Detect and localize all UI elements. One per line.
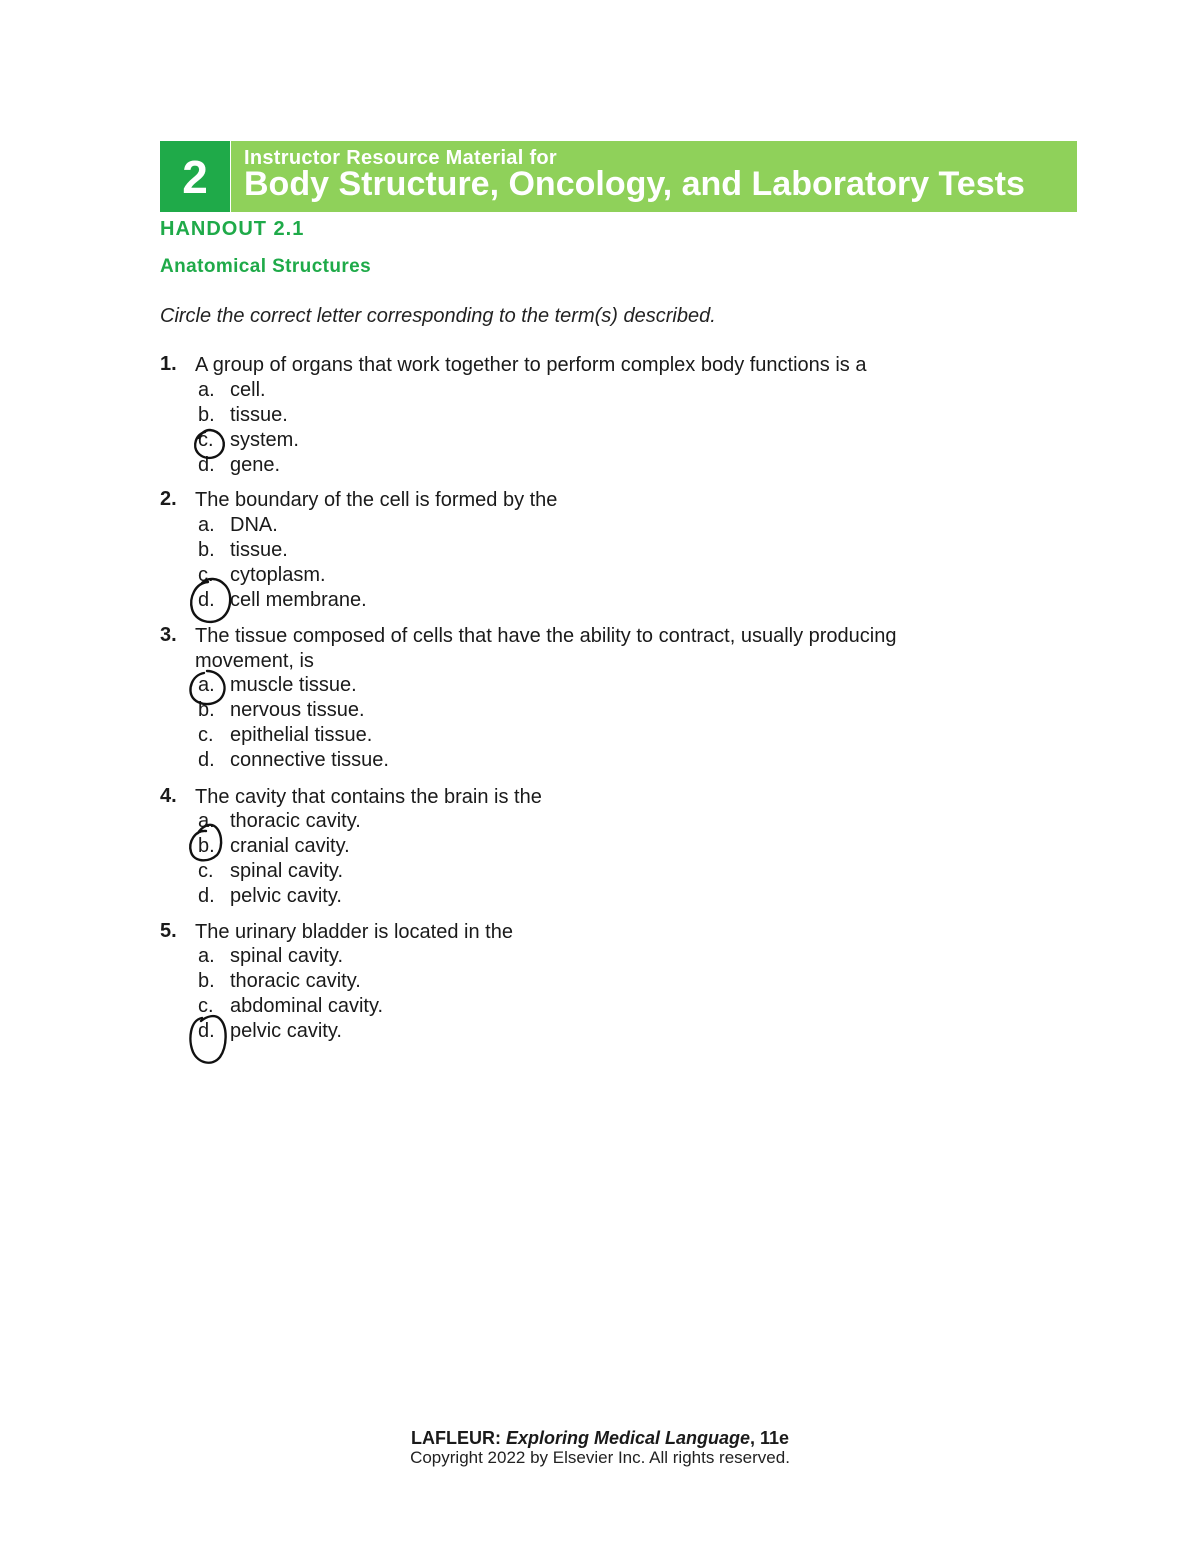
option-b[interactable] [198,969,361,994]
option-letter: c. [198,564,214,586]
option-b[interactable] [198,403,288,428]
question-text: The tissue composed of cells that have the ability to contract, usually producing movement, is [195,625,897,672]
footer-book-title: Exploring Medical Language [505,1428,750,1448]
question-number: 5. [160,920,177,942]
option-a[interactable] [198,513,278,538]
option-letter: b. [198,835,215,857]
option-text: tissue. [230,539,288,561]
option-letter: c. [198,860,214,882]
option-b[interactable] [198,834,350,859]
option-d[interactable] [198,748,389,773]
option-c[interactable] [198,994,383,1019]
option-letter: a. [198,379,215,401]
option-d[interactable] [198,1019,342,1044]
option-c[interactable] [198,859,343,884]
option-d[interactable] [198,884,342,909]
option-text: connective tissue. [230,749,389,771]
option-letter: c. [198,995,214,1017]
question-number: 4. [160,785,177,807]
banner-title-area [231,141,1077,212]
option-text: muscle tissue. [230,674,357,696]
footer-copyright: Copyright 2022 by Elsevier Inc. All rights reserved. [410,1448,790,1467]
footer-citation [0,1428,1200,1449]
question-text: The cavity that contains the brain is the [195,786,542,808]
question-text: A group of organs that work together to perform complex body functions is a [195,354,867,376]
option-letter: b. [198,970,215,992]
question-number: 1. [160,353,177,375]
option-letter: d. [198,885,215,907]
option-text: tissue. [230,404,288,426]
option-text: abdominal cavity. [230,995,384,1017]
option-letter: a. [198,810,215,832]
option-letter: d. [198,589,215,611]
option-text: DNA. [230,514,278,536]
option-letter: a. [198,514,215,536]
option-letter: a. [198,674,215,696]
option-letter: d. [198,1020,215,1042]
section-title: Anatomical Structures [160,256,372,277]
option-text: gene. [230,454,281,476]
question-text: The boundary of the cell is formed by the [195,489,558,511]
option-a[interactable] [198,809,361,834]
option-c[interactable] [198,723,372,748]
handout-label: HANDOUT 2.1 [160,218,305,240]
option-a[interactable] [198,673,357,698]
footer-edition: , 11e [750,1428,790,1448]
question-number: 2. [160,488,177,510]
option-c[interactable] [198,428,299,453]
option-b[interactable] [198,538,288,563]
option-letter: b. [198,404,215,426]
option-letter: c. [198,724,214,746]
option-text: spinal cavity. [230,860,344,882]
option-d[interactable] [198,453,280,478]
option-letter: b. [198,699,215,721]
option-a[interactable] [198,944,343,969]
option-text: system. [230,429,299,451]
option-letter: d. [198,749,215,771]
chapter-number-badge: 2 [160,141,230,212]
question-text: The urinary bladder is located in the [195,921,513,943]
chapter-title: Body Structure, Oncology, and Laboratory Tests [244,165,1025,203]
instruction-text: Circle the correct letter corresponding to the term(s) described. [160,305,716,327]
option-text: pelvic cavity. [230,885,342,907]
question-number: 3. [160,624,177,646]
option-text: epithelial tissue. [230,724,373,746]
option-text: cytoplasm. [230,564,326,586]
option-letter: b. [198,539,215,561]
option-text: cell membrane. [230,589,367,611]
option-text: spinal cavity. [230,945,344,967]
option-letter: d. [198,454,215,476]
option-text: pelvic cavity. [230,1020,342,1042]
option-c[interactable] [198,563,326,588]
option-b[interactable] [198,698,365,723]
chapter-banner [160,141,1077,212]
option-text: thoracic cavity. [230,970,361,992]
footer-author: LAFLEUR: [410,1428,501,1448]
option-text: cranial cavity. [230,835,350,857]
option-letter: c. [198,429,214,451]
option-letter: a. [198,945,215,967]
banner-eyebrow: Instructor Resource Material for [244,147,558,169]
option-text: nervous tissue. [230,699,365,721]
option-a[interactable] [198,378,266,403]
option-text: thoracic cavity. [230,810,361,832]
option-text: cell. [230,379,266,401]
option-d[interactable] [198,588,367,613]
